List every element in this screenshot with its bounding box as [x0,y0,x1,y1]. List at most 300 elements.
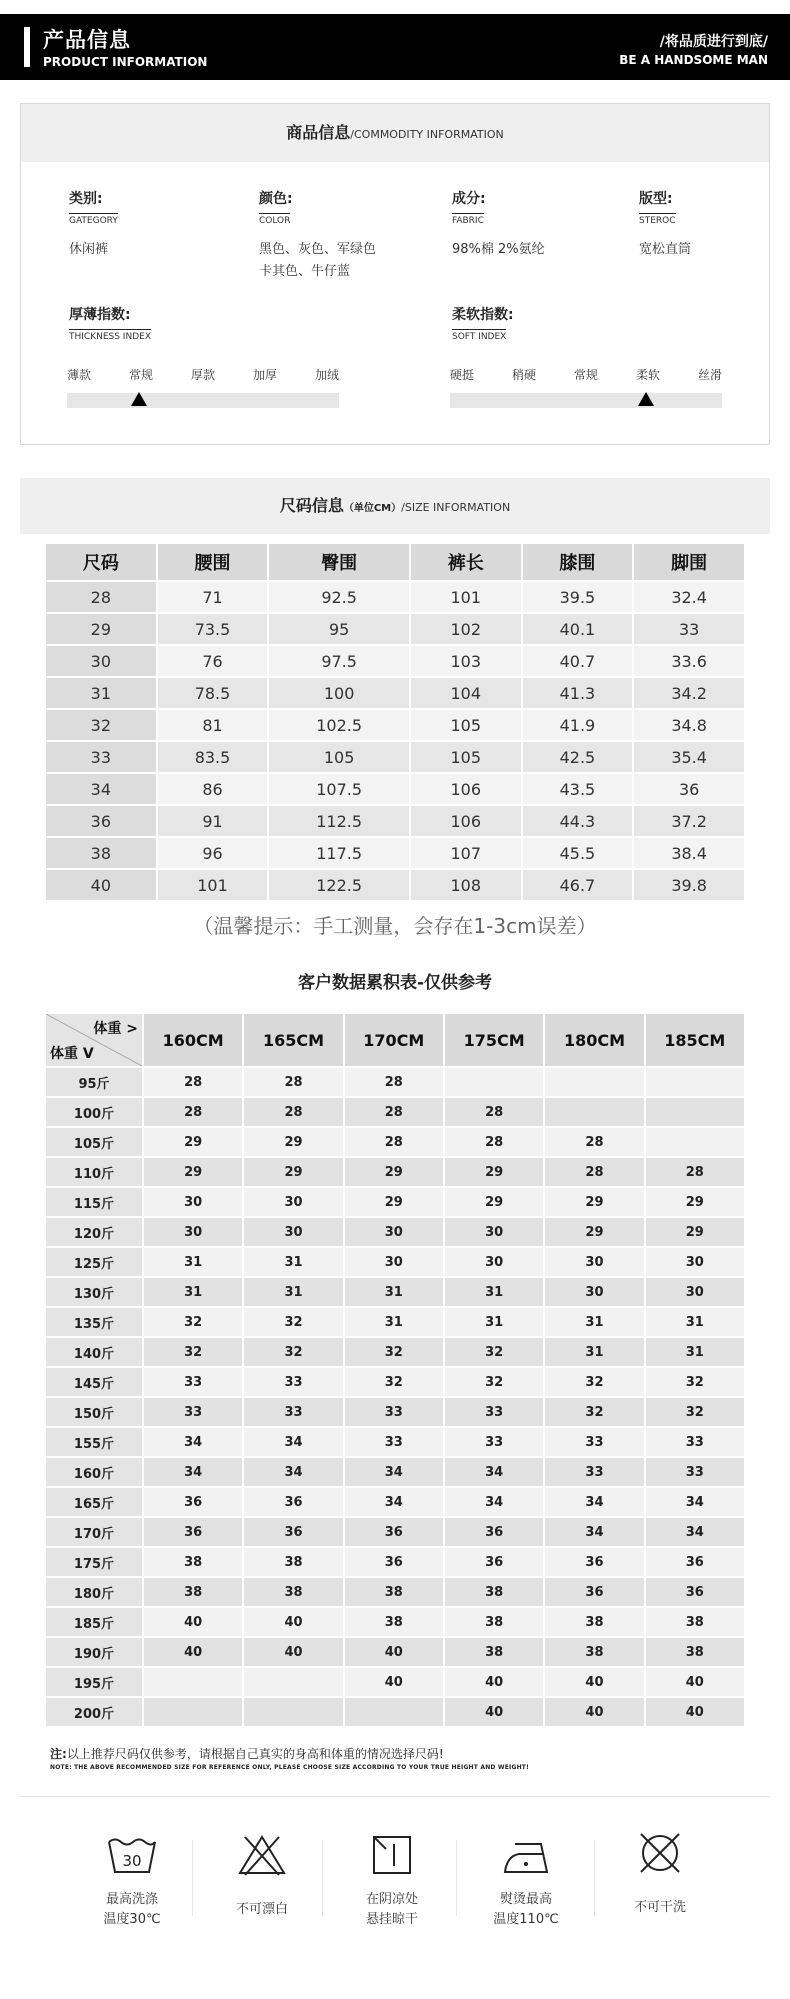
recommended-size-cell: 32 [345,1368,443,1396]
recommended-size-cell: 40 [646,1698,744,1726]
customer-row [46,1218,744,1246]
customer-row [46,1068,744,1096]
size-value-cell: 112.5 [269,806,409,836]
care-item-no-dry-clean [590,1820,730,1918]
corner-header [46,1014,142,1066]
size-row [46,614,744,644]
recommended-size-cell: 34 [545,1488,643,1516]
recommended-size-cell: 33 [144,1368,242,1396]
recommended-size-cell: 29 [445,1158,543,1186]
recommended-size-cell [646,1098,744,1126]
recommended-size-cell: 38 [545,1608,643,1636]
size-value-cell: 101 [411,582,521,612]
recommended-size-cell: 34 [244,1458,342,1486]
size-label-cell: 28 [46,582,156,612]
size-row [46,678,744,708]
size-label-cell: 29 [46,614,156,644]
attr-label-en: SOFT INDEX [452,329,506,342]
recommended-size-cell: 33 [144,1398,242,1426]
care-item-wash [62,1820,202,1930]
height-header: 175CM [445,1014,543,1066]
recommended-size-cell: 31 [545,1338,643,1366]
size-title-en: /SIZE INFORMATION [401,501,511,514]
recommended-size-cell: 31 [445,1278,543,1306]
care-label: 不可漂白 [235,1902,288,1917]
recommended-size-cell: 30 [144,1188,242,1216]
recommended-size-cell: 33 [646,1428,744,1456]
attr-value: 98%棉 2%氨纶 [452,242,545,257]
size-value-cell: 34.8 [634,710,744,740]
recommended-size-cell: 31 [345,1308,443,1336]
recommended-size-cell: 32 [445,1368,543,1396]
recommended-size-cell: 36 [445,1518,543,1546]
size-value-cell: 122.5 [269,870,409,900]
attr-softness [452,304,514,343]
scale-label: 柔软 [635,368,660,382]
size-value-cell: 32.4 [634,582,744,612]
column-header: 裤长 [411,544,521,580]
customer-row [46,1698,744,1726]
recommended-size-cell: 34 [244,1428,342,1456]
weight-label-cell: 140斤 [46,1338,142,1366]
size-row [46,646,744,676]
customer-row [46,1278,744,1306]
size-label-cell: 36 [46,806,156,836]
corner-label-top: 体重 > [93,1021,138,1037]
recommended-size-cell [545,1068,643,1096]
customer-row [46,1368,744,1396]
scale-label: 常规 [128,368,153,382]
size-value-cell: 104 [411,678,521,708]
recommended-size-cell [646,1128,744,1156]
recommended-size-cell: 30 [545,1248,643,1276]
commodity-title-cn: 商品信息 [286,123,351,142]
attr-label-en: STEROC [639,213,676,226]
recommended-size-cell: 40 [445,1698,543,1726]
recommended-size-cell: 32 [144,1338,242,1366]
note-text: 以上推荐尺码仅供参考，请根据自己真实的身高和体重的情况选择尺码! [66,1747,444,1761]
scale-label: 丝滑 [697,368,722,382]
recommended-size-cell: 36 [144,1518,242,1546]
weight-label-cell: 155斤 [46,1428,142,1456]
care-item-dry-shade [322,1820,462,1930]
recommended-size-cell: 29 [144,1128,242,1156]
size-value-cell: 106 [411,806,521,836]
corner-label-bottom: 体重 V [50,1046,94,1062]
size-value-cell: 86 [158,774,268,804]
height-header: 165CM [244,1014,342,1066]
customer-row [46,1428,744,1456]
recommended-size-cell: 32 [445,1338,543,1366]
recommended-size-cell: 28 [646,1158,744,1186]
size-value-cell: 33.6 [634,646,744,676]
size-value-cell: 103 [411,646,521,676]
customer-row [46,1128,744,1156]
size-value-cell: 33 [634,614,744,644]
size-value-cell: 35.4 [634,742,744,772]
commodity-heading [21,104,769,162]
recommended-size-cell [646,1068,744,1096]
customer-row [46,1548,744,1576]
recommended-size-cell: 29 [445,1188,543,1216]
care-item-iron [456,1820,596,1930]
size-value-cell: 97.5 [269,646,409,676]
recommended-size-cell: 34 [445,1488,543,1516]
scale-label: 硬挺 [450,368,475,382]
weight-label-cell: 135斤 [46,1308,142,1336]
recommended-size-cell: 33 [345,1398,443,1426]
recommended-size-cell: 38 [144,1548,242,1576]
customer-row [46,1638,744,1666]
recommended-size-cell [545,1098,643,1126]
size-value-cell: 107 [411,838,521,868]
size-value-cell: 117.5 [269,838,409,868]
recommended-size-cell: 29 [345,1188,443,1216]
attr-label-cn: 版型: [639,191,673,207]
scale-label: 加厚 [252,368,277,382]
recommended-size-cell: 31 [244,1278,342,1306]
no-dry-clean-icon [637,1830,683,1876]
commodity-title-en: /COMMODITY INFORMATION [350,128,504,141]
height-header: 185CM [646,1014,744,1066]
section-divider [20,1796,770,1797]
size-value-cell: 81 [158,710,268,740]
weight-label-cell: 185斤 [46,1608,142,1636]
recommended-size-cell [244,1698,342,1726]
recommended-size-cell: 33 [445,1398,543,1426]
recommended-size-cell: 32 [244,1308,342,1336]
recommended-size-cell: 34 [646,1488,744,1516]
weight-label-cell: 165斤 [46,1488,142,1516]
size-row [46,870,744,900]
scale-label: 薄款 [67,368,92,382]
attr-label-en: THICKNESS INDEX [69,329,151,342]
recommended-size-cell: 33 [244,1398,342,1426]
size-value-cell: 102 [411,614,521,644]
recommended-size-cell: 32 [646,1398,744,1426]
recommended-size-cell: 36 [345,1518,443,1546]
recommended-size-cell: 28 [244,1098,342,1126]
recommended-size-cell: 31 [445,1308,543,1336]
size-row [46,710,744,740]
recommended-size-cell: 34 [545,1518,643,1546]
recommended-size-cell: 40 [144,1638,242,1666]
recommended-size-cell: 28 [545,1158,643,1186]
care-label: 最高洗涤 温度30℃ [103,1892,161,1927]
scale-label: 稍硬 [511,368,536,382]
size-row [46,582,744,612]
column-header: 臀围 [269,544,409,580]
measurement-tip: （温馨提示：手工测量，会存在1-3cm误差） [193,914,597,938]
weight-label-cell: 125斤 [46,1248,142,1276]
customer-row [46,1668,744,1696]
size-value-cell: 108 [411,870,521,900]
size-row [46,742,744,772]
size-value-cell: 43.5 [523,774,633,804]
size-value-cell: 36 [634,774,744,804]
recommended-size-cell: 34 [144,1458,242,1486]
weight-label-cell: 110斤 [46,1158,142,1186]
size-note-en: NOTE: THE ABOVE RECOMMENDED SIZE FOR REFERENCE ONLY, PLEASE CHOOSE SIZE ACCORDING TO YOUR TRUE HEIGHT AND WEIGHT! [50,1764,530,1771]
size-row [46,774,744,804]
recommended-size-cell: 30 [345,1218,443,1246]
recommended-size-cell: 32 [345,1338,443,1366]
weight-label-cell: 200斤 [46,1698,142,1726]
scale-marker-triangle-icon [131,392,147,406]
header-title-en: PRODUCT INFORMATION [43,55,208,69]
customer-row [46,1338,744,1366]
header-title-cn: 产品信息 [43,28,131,52]
weight-label-cell: 120斤 [46,1218,142,1246]
size-title-cn: 尺码信息 [279,496,344,515]
care-label: 在阴凉处 悬挂晾干 [365,1892,418,1927]
size-unit: （单位CM） [343,503,402,514]
height-header: 170CM [345,1014,443,1066]
weight-label-cell: 100斤 [46,1098,142,1126]
customer-row [46,1458,744,1486]
recommended-size-cell: 29 [345,1158,443,1186]
recommended-size-cell: 36 [244,1518,342,1546]
size-label-cell: 30 [46,646,156,676]
size-value-cell: 105 [411,710,521,740]
recommended-size-cell: 28 [445,1128,543,1156]
weight-label-cell: 180斤 [46,1578,142,1606]
attr-label-en: FABRIC [452,213,484,226]
height-header: 160CM [144,1014,242,1066]
attr-color [259,188,376,283]
size-value-cell: 41.9 [523,710,633,740]
size-value-cell: 102.5 [269,710,409,740]
size-value-cell: 71 [158,582,268,612]
recommended-size-cell: 36 [646,1578,744,1606]
weight-label-cell: 160斤 [46,1458,142,1486]
column-header: 膝围 [523,544,633,580]
recommended-size-cell: 40 [244,1608,342,1636]
weight-label-cell: 170斤 [46,1518,142,1546]
size-value-cell: 101 [158,870,268,900]
recommended-size-cell: 31 [545,1308,643,1336]
recommended-size-cell: 38 [646,1638,744,1666]
attr-label-cn: 成分: [452,191,486,207]
attr-label-cn: 颜色: [259,191,293,207]
attr-label-en: COLOR [259,213,290,226]
attr-label-cn: 厚薄指数: [69,307,131,323]
size-value-cell: 105 [269,742,409,772]
size-value-cell: 39.8 [634,870,744,900]
recommended-size-cell: 36 [345,1548,443,1576]
thickness-scale [67,366,339,408]
scale-label: 厚款 [190,368,215,382]
attr-label-cn: 柔软指数: [452,307,514,323]
recommended-size-cell: 28 [445,1098,543,1126]
size-row [46,806,744,836]
customer-row [46,1158,744,1186]
recommended-size-cell: 33 [646,1458,744,1486]
weight-label-cell: 190斤 [46,1638,142,1666]
recommended-size-cell: 34 [144,1428,242,1456]
size-value-cell: 37.2 [634,806,744,836]
recommended-size-cell: 29 [646,1188,744,1216]
recommended-size-cell: 30 [345,1248,443,1276]
recommended-size-cell: 38 [144,1578,242,1606]
recommended-size-cell [445,1068,543,1096]
size-table-header [46,544,744,580]
size-value-cell: 40.7 [523,646,633,676]
recommended-size-cell: 38 [445,1608,543,1636]
customer-row [46,1518,744,1546]
size-value-cell: 40.1 [523,614,633,644]
customer-row [46,1488,744,1516]
recommended-size-cell [244,1668,342,1696]
attr-fabric [452,188,545,261]
recommended-size-cell: 40 [445,1668,543,1696]
attr-value: 黑色、灰色、军绿色 卡其色、牛仔蓝 [259,242,377,279]
size-value-cell: 42.5 [523,742,633,772]
attr-label-cn: 类别: [69,191,103,207]
recommended-size-cell [144,1668,242,1696]
recommended-size-cell: 29 [646,1218,744,1246]
size-label-cell: 33 [46,742,156,772]
header-accent-bar [24,27,30,67]
care-item-no-bleach [192,1820,332,1920]
size-table [44,542,746,902]
recommended-size-cell: 31 [345,1278,443,1306]
recommended-size-cell: 32 [144,1308,242,1336]
size-value-cell: 96 [158,838,268,868]
recommended-size-cell: 30 [244,1218,342,1246]
note-label: 注: [50,1747,67,1761]
weight-label-cell: 115斤 [46,1188,142,1216]
column-header: 脚围 [634,544,744,580]
recommended-size-cell: 32 [545,1368,643,1396]
recommended-size-cell [345,1698,443,1726]
height-header: 180CM [545,1014,643,1066]
header-slogan-cn: /将品质进行到底/ [659,34,768,50]
recommended-size-cell: 30 [445,1248,543,1276]
recommended-size-cell: 33 [345,1428,443,1456]
recommended-size-cell: 30 [545,1278,643,1306]
size-value-cell: 34.2 [634,678,744,708]
scale-label: 加绒 [314,368,339,382]
recommended-size-cell: 38 [345,1608,443,1636]
customer-row [46,1608,744,1636]
scale-label: 常规 [573,368,598,382]
attr-value: 宽松直筒 [639,242,692,257]
recommended-size-cell: 36 [144,1488,242,1516]
recommended-size-cell: 36 [244,1488,342,1516]
recommended-size-cell: 32 [244,1338,342,1366]
attr-fit [639,188,691,261]
size-value-cell: 92.5 [269,582,409,612]
recommended-size-cell: 33 [545,1428,643,1456]
commodity-panel [20,103,770,445]
size-label-cell: 31 [46,678,156,708]
size-value-cell: 105 [411,742,521,772]
size-value-cell: 91 [158,806,268,836]
recommended-size-cell [144,1698,242,1726]
recommended-size-cell: 28 [545,1128,643,1156]
recommended-size-cell: 40 [545,1668,643,1696]
recommended-size-cell: 38 [244,1548,342,1576]
size-value-cell: 106 [411,774,521,804]
recommended-size-cell: 31 [646,1308,744,1336]
size-value-cell: 100 [269,678,409,708]
attr-value: 休闲裤 [69,242,109,257]
recommended-size-cell: 36 [646,1548,744,1576]
weight-label-cell: 130斤 [46,1278,142,1306]
scale-track [67,393,339,408]
recommended-size-cell: 34 [345,1488,443,1516]
recommended-size-cell: 38 [646,1608,744,1636]
care-label: 不可干洗 [633,1900,686,1915]
recommended-size-cell: 31 [144,1248,242,1276]
recommended-size-cell: 33 [545,1458,643,1486]
recommended-size-cell: 29 [545,1188,643,1216]
weight-label-cell: 145斤 [46,1368,142,1396]
customer-row [46,1578,744,1606]
recommended-size-cell: 32 [646,1368,744,1396]
size-value-cell: 73.5 [158,614,268,644]
recommended-size-cell: 30 [144,1218,242,1246]
size-value-cell: 107.5 [269,774,409,804]
page-header [0,14,790,80]
scale-track [450,393,722,408]
softness-scale [450,366,722,408]
wash-temp-label: 30 [122,1852,142,1870]
recommended-size-cell: 40 [545,1698,643,1726]
attr-thickness [69,304,151,343]
recommended-size-cell: 36 [545,1578,643,1606]
recommended-size-cell: 40 [646,1668,744,1696]
recommended-size-cell: 28 [144,1068,242,1096]
customer-table-header [46,1014,744,1066]
care-label: 熨烫最高 温度110℃ [493,1892,559,1927]
recommended-size-cell: 34 [646,1518,744,1546]
recommended-size-cell: 40 [244,1638,342,1666]
customer-row [46,1248,744,1276]
size-value-cell: 38.4 [634,838,744,868]
recommended-size-cell: 29 [545,1218,643,1246]
recommended-size-cell: 30 [646,1278,744,1306]
column-header: 尺码 [46,544,156,580]
size-value-cell: 41.3 [523,678,633,708]
recommended-size-cell: 33 [445,1428,543,1456]
recommended-size-cell: 38 [445,1578,543,1606]
wash-30-icon [107,1836,157,1876]
iron-110-icon [501,1840,551,1876]
customer-row [46,1308,744,1336]
recommended-size-cell: 38 [545,1638,643,1666]
customer-row [46,1098,744,1126]
size-value-cell: 76 [158,646,268,676]
size-info-heading [20,478,770,534]
size-value-cell: 44.3 [523,806,633,836]
weight-label-cell: 150斤 [46,1398,142,1426]
size-value-cell: 95 [269,614,409,644]
recommended-size-cell: 28 [345,1098,443,1126]
column-header: 腰围 [158,544,268,580]
recommended-size-cell: 28 [144,1098,242,1126]
recommended-size-cell: 31 [244,1248,342,1276]
recommended-size-cell: 29 [244,1158,342,1186]
recommended-size-cell: 40 [144,1608,242,1636]
recommended-size-cell: 38 [445,1638,543,1666]
recommended-size-cell: 32 [545,1398,643,1426]
size-value-cell: 83.5 [158,742,268,772]
size-row [46,838,744,868]
weight-label-cell: 175斤 [46,1548,142,1576]
customer-table-title: 客户数据累积表-仅供参考 [297,973,493,993]
